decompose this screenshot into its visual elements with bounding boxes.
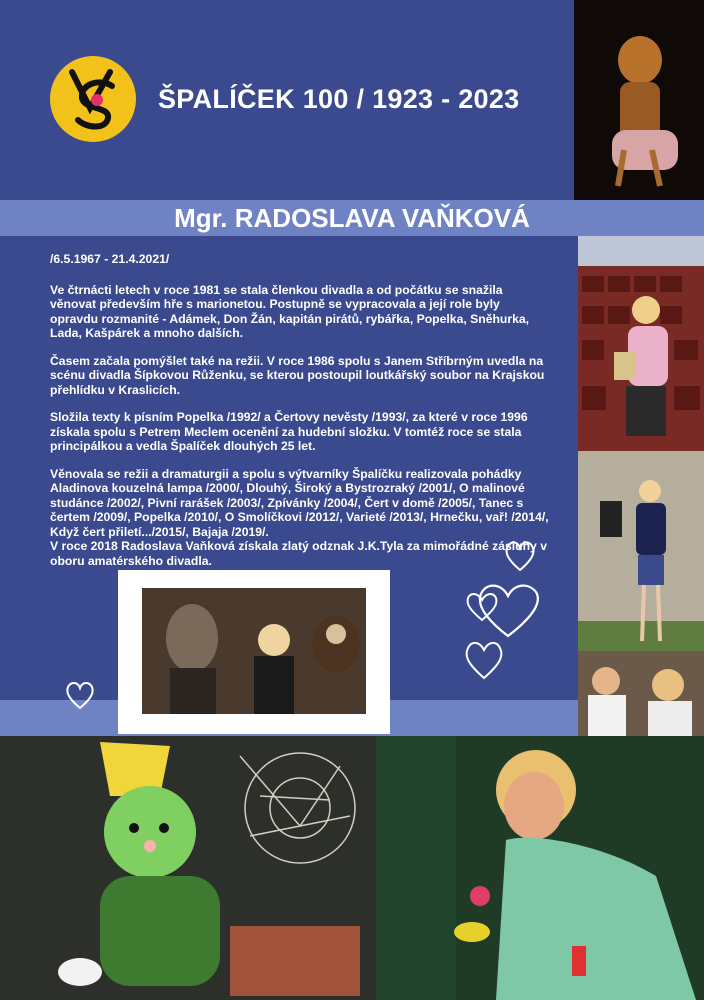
bio-paragraph-5: V roce 2018 Radoslava Vaňková získala zlatý odznak J.K.Tyla za mimořádné zásluhy v oboru amatérského divadla.: [50, 539, 547, 568]
page-title: ŠPALÍČEK 100 / 1923 - 2023: [158, 84, 520, 114]
bio-paragraph-4: Věnovala se režii a dramaturgii a spolu s výtvarníky Špalíčku realizovala pohádky Aladinova kouzelná lampa /2000/, Dlouhý, Široký a Bystrozraký /2001/, O malinové studánce /2002/, Pivní rarášek /2003/, Zpívánky /2004/, Čert v domě /2005/, Tanec s čertem /2009/, Popelka /2010/, O Smolíčkovi /2012/, Varieté /2013/, Hrnečku, vař! /2014/, Když čert přiletí.../2015/, Bajaja /2019/.: [50, 466, 549, 539]
person-name: Mgr. RADOSLAVA VAŇKOVÁ: [174, 203, 530, 233]
photo-woman-with-flower: [376, 736, 704, 1000]
bio-paragraph-2: Časem začala pomýšlet také na režii. V roce 1986 spolu s Janem Stříbrným uvedla na scénu divadla Šípkovou Růženku, se kterou postoupil loutkářský soubor na Krajskou přehlídku v Kraslicích.: [50, 353, 545, 397]
heart-icon: [64, 680, 96, 710]
life-dates: /6.5.1967 - 21.4.2021/: [50, 252, 170, 266]
photo-green-puppet: [0, 736, 376, 1000]
puppet-photo-top: [574, 0, 704, 200]
photo-with-puppet-wall: [578, 451, 704, 651]
biography-text: [50, 252, 550, 581]
photo-puppets-workshop: [142, 588, 366, 714]
bio-paragraph-1: Ve čtrnácti letech v roce 1981 se stala členkou divadla a od počátku se snažila věnovat především hře s marionetou. Postupně se vypracovala a její role byly opravdu rozmanité - Adámek, Don Žán, kapitán pirátů, rybářka, Popelka, Sněhurka, Lada, Kašpárek a mnoho dalších.: [50, 282, 530, 340]
photo-two-women: [578, 651, 704, 736]
photo-theater-seats: [578, 236, 704, 451]
bio-paragraph-3: Složila texty k písním Popelka /1992/ a Čertovy nevěsty /1993/, za které v roce 1996 získala spolu s Petrem Meclem ocenění za hudební složku. V tomtéž roce se stala principálkou a vedla Špalíček dlouhých 25 let.: [50, 410, 528, 453]
spalicek-logo-icon: [50, 56, 136, 142]
hearts-cluster-icon: [460, 540, 560, 690]
